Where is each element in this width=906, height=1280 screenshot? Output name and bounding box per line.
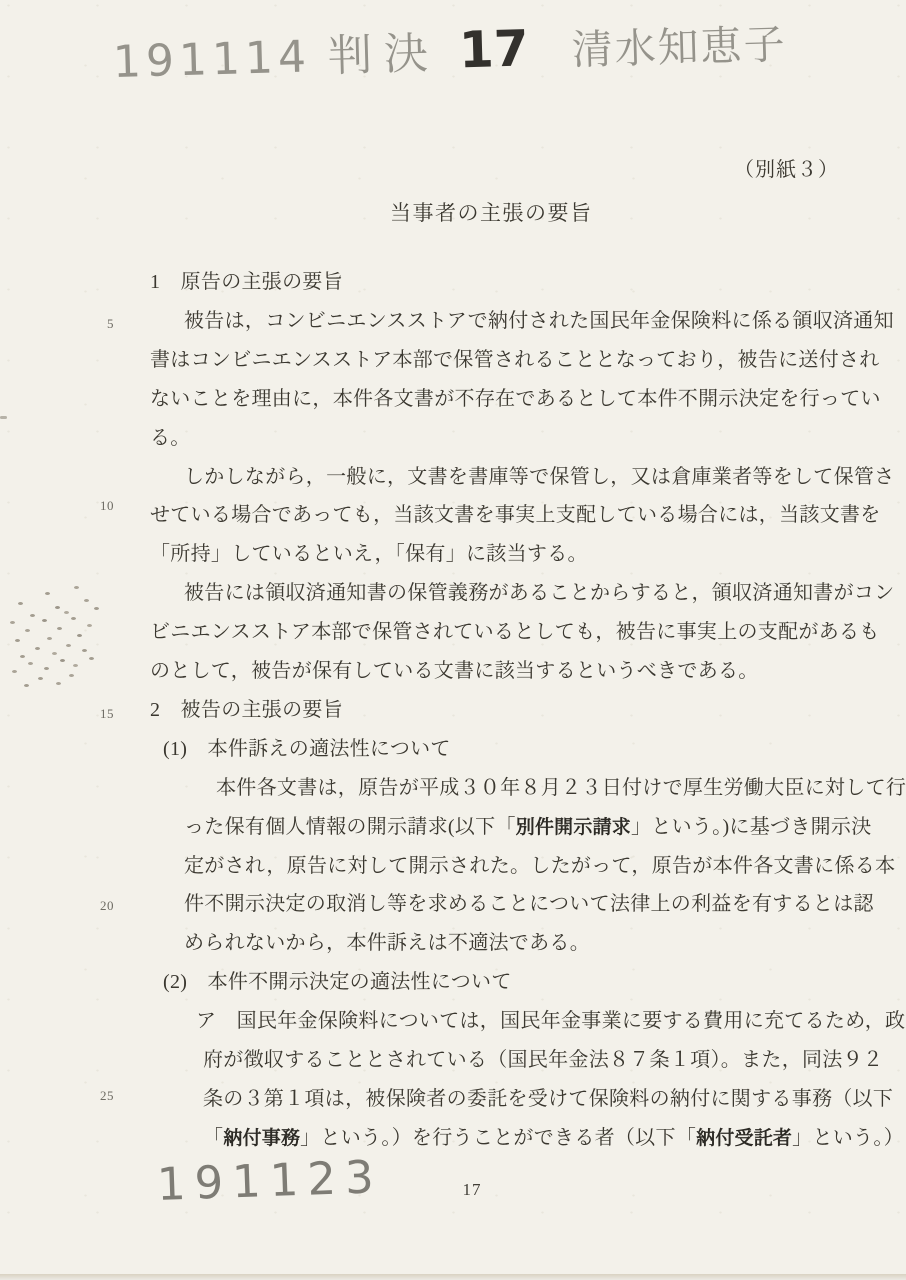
body-line — [163, 970, 512, 994]
body-line — [216, 776, 906, 800]
body-line — [196, 1009, 905, 1033]
scan-dot-noise — [0, 0, 3, 2]
handwritten-number: 17 — [458, 19, 530, 80]
body-line — [150, 620, 880, 644]
text-segment: った保有個人情報の開示請求(以下「 — [184, 816, 516, 838]
text-segment: 」という。）を行うことができる者（以下「 — [300, 1127, 697, 1149]
body-line — [184, 465, 895, 489]
text-segment: (2) 本件不開示決定の適法性について — [163, 971, 512, 993]
text-segment: 本件各文書は，原告が平成３０年８月２３日付けで厚生労働大臣に対して行 — [216, 777, 906, 799]
text-segment: 件不開示決定の取消し等を求めることについて法律上の利益を有するとは認 — [184, 893, 874, 915]
text-segment: 」という。)に基づき開示決 — [630, 816, 872, 838]
text-segment: ア 国民年金保険料については，国民年金事業に要する費用に充てるため，政 — [196, 1010, 906, 1032]
body-line — [150, 698, 343, 722]
body-line — [150, 387, 881, 411]
text-segment: ないことを理由に，本件各文書が不存在であるとして本件不開示決定を行ってい — [150, 388, 881, 410]
text-segment: 「 — [203, 1127, 224, 1149]
scan-edge-mark — [0, 416, 7, 419]
emphasized-term: 別件開示請求 — [515, 817, 631, 838]
margin-line-number: 20 — [100, 898, 114, 913]
text-segment: 「所持」しているといえ，「保有」に該当する。 — [150, 543, 588, 565]
body-line — [150, 348, 880, 372]
body-line — [184, 854, 895, 878]
body-line — [150, 542, 588, 566]
body-line — [184, 309, 894, 333]
text-segment: 2 被告の主張の要旨 — [150, 699, 343, 721]
text-segment: しかしながら，一般に，文書を書庫等で保管し，又は倉庫業者等をして保管さ — [184, 466, 895, 488]
body-line — [184, 581, 895, 605]
body-line — [203, 1087, 893, 1111]
body-line — [150, 503, 881, 527]
text-segment: のとして，被告が保有している文書に該当するというべきである。 — [150, 660, 759, 682]
text-segment: 被告は，コンビニエンスストアで納付された国民年金保険料に係る領収済通知 — [184, 310, 894, 332]
handwritten-judgment-label: 判決 — [327, 27, 441, 82]
body-line — [150, 270, 343, 294]
body-line — [184, 892, 874, 916]
scan-bottom-edge — [0, 1274, 906, 1280]
text-segment: (1) 本件訴えの適法性について — [163, 738, 451, 760]
emphasized-term: 納付受託者 — [696, 1128, 793, 1149]
document-title: 当事者の主張の要旨 — [390, 201, 593, 225]
text-segment: ビニエンスストア本部で保管されているとしても，被告に事実上の支配があるも — [150, 621, 880, 643]
text-segment: 条の３第１項は，被保険者の委託を受けて保険料の納付に関する事務（以下 — [203, 1088, 894, 1110]
margin-line-number: 5 — [107, 316, 114, 331]
text-segment: 定がされ，原告に対して開示された。したがって，原告が本件各文書に係る本 — [184, 855, 896, 877]
text-segment: 1 原告の主張の要旨 — [150, 271, 343, 293]
body-line — [203, 1048, 883, 1072]
text-segment: 被告には領収済通知書の保管義務があることからすると，領収済通知書がコン — [184, 582, 895, 604]
handwritten-bottom-annotation: 191123 — [156, 1150, 384, 1211]
body-line — [150, 659, 759, 683]
text-segment: められないから，本件訴えは不適法である。 — [184, 932, 590, 954]
body-line — [184, 931, 590, 955]
attachment-label: （別紙３） — [734, 159, 839, 181]
body-line — [203, 1126, 904, 1151]
handwritten-date: 191114 — [112, 31, 312, 88]
page-number: 17 — [462, 1180, 482, 1199]
handwritten-name: 清水知恵子 — [571, 20, 788, 75]
handwritten-top-annotation — [112, 7, 787, 90]
text-segment: せている場合であっても，当該文書を事実上支配している場合には，当該文書を — [150, 504, 881, 526]
margin-line-number: 25 — [100, 1088, 114, 1103]
body-line — [150, 426, 191, 450]
margin-line-number: 10 — [100, 498, 114, 513]
text-segment: 書はコンビニエンスストア本部で保管されることとなっており，被告に送付され — [150, 349, 880, 371]
emphasized-term: 納付事務 — [223, 1128, 301, 1149]
text-segment: 」という。） — [792, 1127, 904, 1149]
body-line — [184, 815, 872, 840]
text-segment: 府が徴収することとされている（国民年金法８７条１項）。また，同法９２ — [203, 1049, 884, 1071]
body-line — [163, 737, 451, 761]
text-segment: る。 — [150, 427, 191, 449]
margin-line-number: 15 — [100, 706, 114, 721]
